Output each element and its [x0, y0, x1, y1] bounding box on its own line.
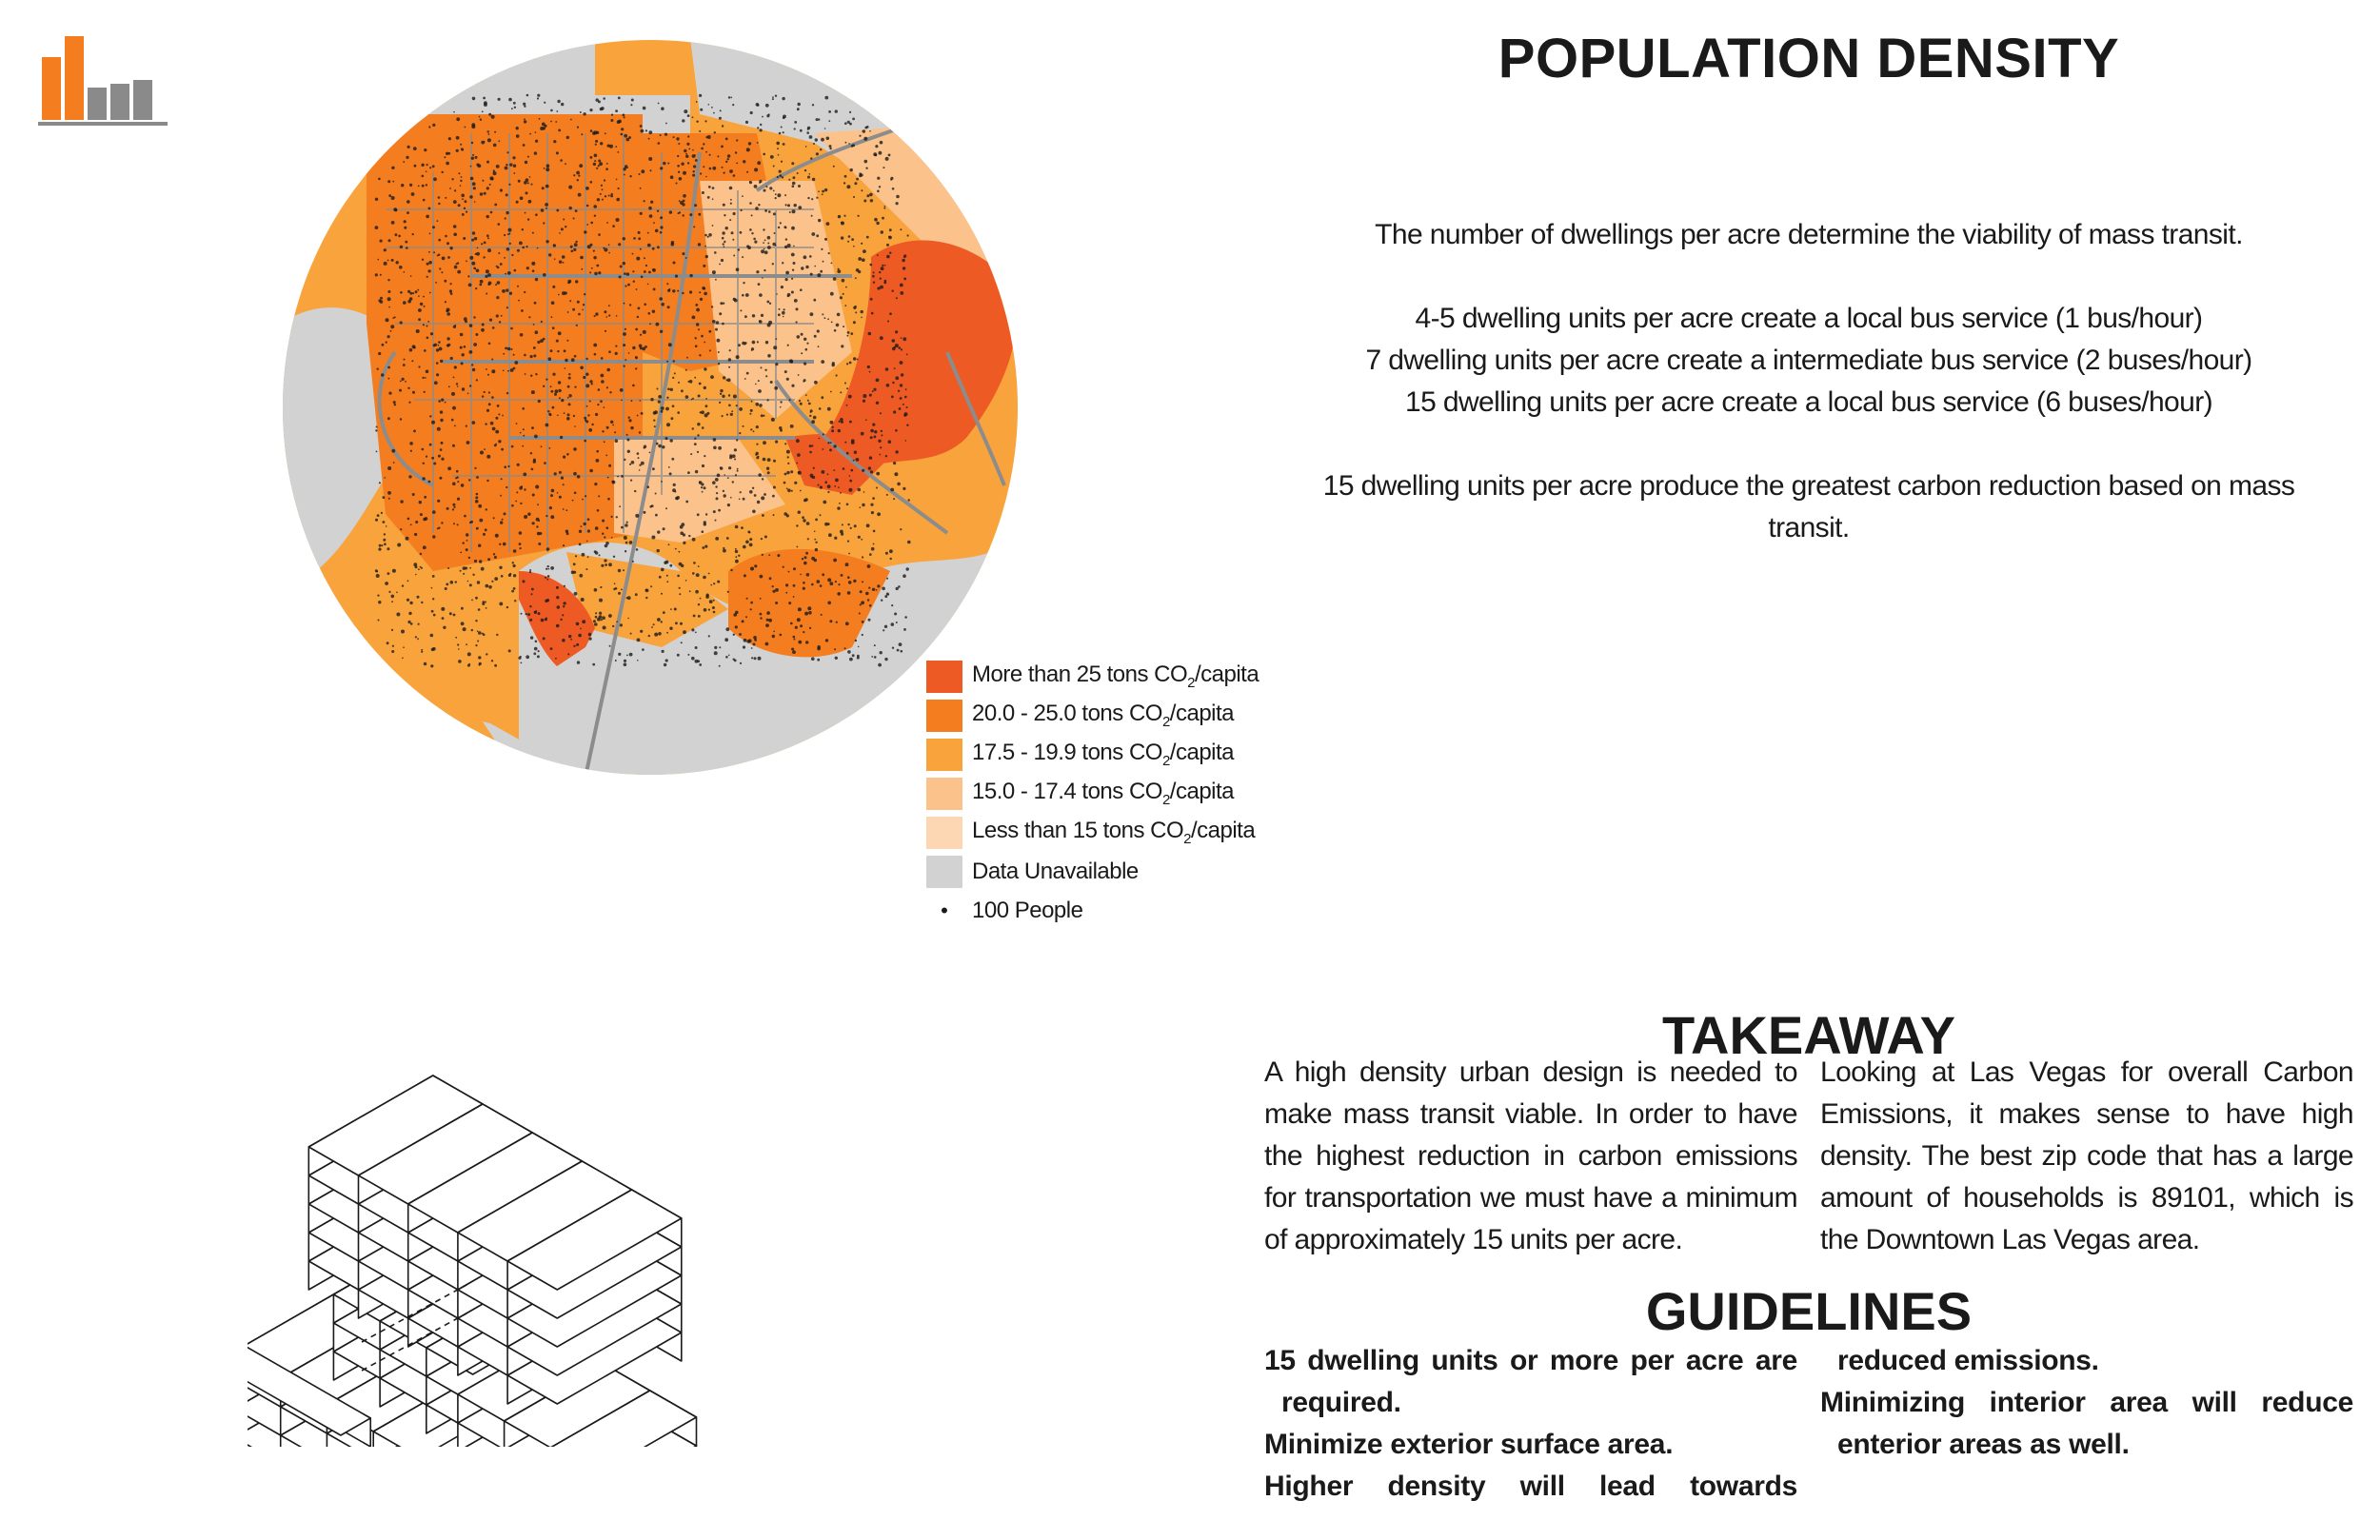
guideline-item: Minimize exterior surface area. — [1264, 1429, 1674, 1460]
legend-swatch — [926, 817, 962, 849]
guidelines-right — [1820, 1340, 2353, 1466]
isometric-building-diagram — [248, 914, 1047, 1447]
dot-icon: • — [941, 898, 948, 922]
legend-item: 15.0 - 17.4 tons $CO_2$/capita — [926, 774, 1259, 813]
legend-item: More than 25 tons $CO_2$/capita — [926, 657, 1259, 696]
page-title: POPULATION DENSITY — [1497, 28, 2120, 89]
legend-swatch — [926, 856, 962, 888]
legend-item: Data Unavailable — [926, 852, 1259, 891]
guideline-item-continued: reduced emissions. — [1837, 1345, 2099, 1376]
service-line: 15 dwelling units per acre create a local bus service (6 buses/hour) — [1405, 386, 2212, 418]
legend-item: Less than 15 tons $CO_2$/capita — [926, 813, 1259, 852]
legend-swatch — [926, 700, 962, 732]
takeaway-heading: TAKEAWAY — [1661, 1005, 1956, 1065]
guidelines-heading: GUIDELINES — [1645, 1281, 1973, 1341]
legend-swatch — [926, 661, 962, 693]
takeaway-left: A high density urban design is needed to make mass transit viable. In order to have the highest reduction in carbon emissions for transportation we must have a minimum of approximately 15 units per acre. — [1264, 1056, 1797, 1255]
guidelines-left — [1264, 1340, 1797, 1508]
guideline-item: 15 dwelling units or more per acre are required. — [1264, 1345, 1797, 1418]
intro-text — [1304, 214, 2313, 549]
logo-bar-chart-icon — [38, 34, 168, 126]
legend-swatch — [926, 778, 962, 810]
takeaway-right: Looking at Las Vegas for overall Carbon Emissions, it makes sense to have high density. The best zip code that has a large amount of households is 89101, which is the Downtown Las Vegas area. — [1820, 1056, 2353, 1255]
service-line: 7 dwelling units per acre create a intermediate bus service (2 buses/hour) — [1365, 345, 2252, 376]
carbon-emission-map — [281, 38, 1020, 777]
guideline-item: Higher density will lead towards — [1264, 1471, 1797, 1502]
conclusion-line: 15 dwelling units per acre produce the greatest carbon reduction based on mass transit. — [1322, 470, 2295, 543]
legend-item: 17.5 - 19.9 tons $CO_2$/capita — [926, 735, 1259, 774]
service-line: 4-5 dwelling units per acre create a local bus service (1 bus/hour) — [1415, 303, 2203, 334]
intro-line: The number of dwellings per acre determine the viability of mass transit. — [1375, 219, 2243, 250]
guideline-item: Minimizing interior area will reduce enterior areas as well. — [1820, 1387, 2353, 1460]
map-legend — [926, 657, 1259, 930]
legend-swatch — [926, 739, 962, 771]
legend-item-dot: • 100 People — [926, 891, 1259, 930]
legend-item: 20.0 - 25.0 tons $CO_2$/capita — [926, 696, 1259, 735]
